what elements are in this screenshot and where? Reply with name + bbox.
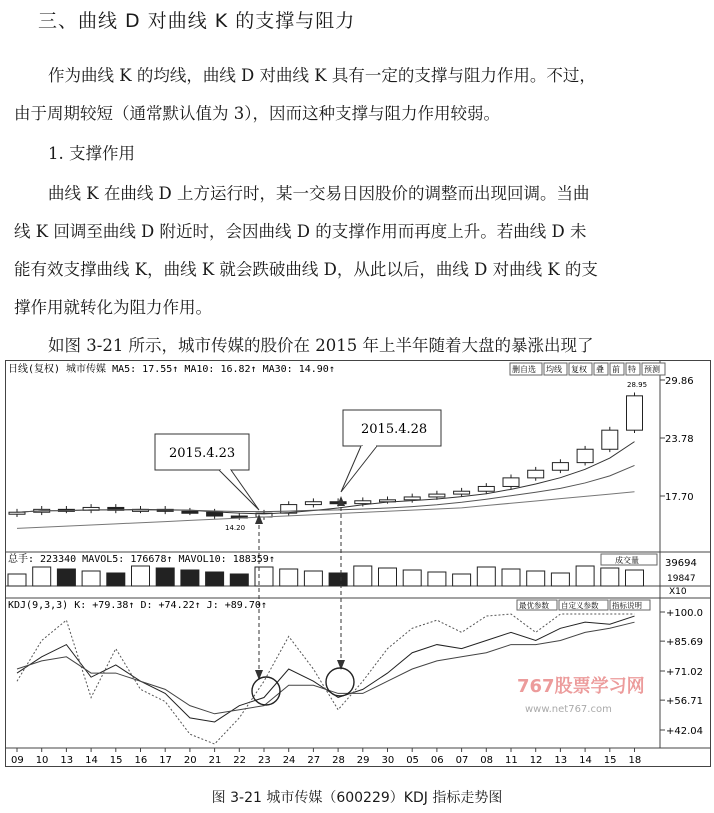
volume-bar-24	[601, 568, 619, 586]
figure-caption: 图 3-21 城市传媒（600229）KDJ 指标走势图	[211, 790, 503, 806]
toolbar-button-label-0: 删自选	[512, 365, 536, 374]
paragraph-1-line-2: 由于周期较短（通常默认值为 3），因而这种支撑与阻力作用较弱。	[14, 104, 500, 123]
price-header: 日线(复权) 城市传媒 MA5: 17.55↑ MA10: 16.82↑ MA30: 14.90↑	[8, 364, 335, 375]
x-tick-label-20: 11	[505, 755, 518, 766]
kdj-tick-label-2: +71.02	[666, 667, 704, 678]
toolbar-button-label-4: 前	[612, 365, 620, 374]
candle-body-16	[404, 497, 420, 500]
x-tick-label-0: 09	[11, 755, 24, 766]
x-tick-label-9: 22	[233, 755, 247, 766]
candle-body-12	[305, 502, 321, 505]
x-tick-label-2: 13	[60, 755, 74, 766]
kdj-tick-label-0: +100.0	[666, 608, 704, 619]
watermark-logo: 767股票学习网	[517, 676, 645, 697]
volume-bar-25	[626, 570, 644, 586]
candle-body-21	[528, 470, 544, 478]
volume-bar-3	[82, 571, 100, 586]
candle-body-22	[552, 463, 568, 471]
x-tick-label-7: 20	[183, 755, 197, 766]
x-tick-label-18: 07	[455, 755, 469, 766]
volume-bar-16	[403, 570, 421, 586]
x-tick-label-8: 21	[208, 755, 222, 766]
volume-bar-1	[33, 567, 51, 586]
candle-body-23	[577, 449, 593, 462]
x-tick-label-3: 14	[85, 755, 98, 766]
section-heading: 三、曲线 D 对曲线 K 的支撑与阻力	[38, 10, 356, 32]
x-tick-label-5: 16	[134, 755, 148, 766]
volume-bar-0	[8, 574, 26, 586]
volume-tick-1: 39694	[665, 558, 697, 569]
toolbar-button-label-1: 均线	[546, 365, 562, 374]
toolbar-button-label-2: 复权	[571, 365, 587, 374]
toolbar-buttons	[510, 363, 665, 375]
volume-bar-6	[156, 568, 174, 586]
x-tick-label-14: 29	[356, 755, 370, 766]
volume-tick-3: X10	[669, 587, 687, 597]
subheading-support: 1. 支撑作用	[48, 144, 135, 163]
volume-bar-20	[502, 569, 520, 586]
volume-bar-4	[107, 573, 125, 586]
paragraph-2-line-4: 撑作用就转化为阻力作用。	[14, 298, 212, 317]
x-tick-label-22: 13	[554, 755, 568, 766]
kdj-button-label-0: 最优参数	[519, 601, 549, 610]
volume-bar-5	[132, 566, 150, 586]
volume-header: 总手: 223340 MAVOL5: 176678↑ MAVOL10: 188359↑	[8, 554, 275, 565]
x-tick-label-11: 24	[282, 755, 296, 766]
volume-bar-17	[428, 572, 446, 586]
volume-bar-22	[551, 573, 569, 586]
toolbar-button-label-5: 特	[628, 365, 636, 374]
kdj-button-label-2: 指标说明	[612, 601, 642, 610]
candle-body-0	[9, 512, 25, 514]
kdj-button-label-1: 自定义参数	[561, 601, 599, 610]
volume-button: 成交量	[615, 556, 639, 565]
volume-bar-13	[329, 573, 347, 586]
candle-body-24	[602, 430, 618, 449]
volume-bar-12	[304, 571, 322, 586]
kdj-tick-label-1: +85.69	[666, 637, 704, 649]
volume-bar-10	[255, 567, 273, 586]
x-tick-label-4: 15	[109, 755, 123, 766]
x-tick-label-10: 23	[258, 755, 271, 766]
kdj-tick-label-3: +56.71	[666, 696, 704, 708]
volume-bar-11	[280, 569, 298, 586]
x-tick-label-23: 14	[579, 755, 592, 766]
candle-body-20	[503, 478, 519, 487]
x-tick-label-19: 08	[480, 755, 494, 766]
x-tick-label-24: 15	[603, 755, 617, 766]
paragraph-3-line-1: 如图 3-21 所示，城市传媒的股价在 2015 年上半年随着大盘的暴涨出现了	[48, 336, 594, 355]
x-tick-label-17: 06	[430, 755, 444, 766]
x-tick-label-1: 10	[35, 755, 49, 766]
x-tick-label-13: 28	[332, 755, 345, 766]
kdj-header: KDJ(9,3,3) K: +79.38↑ D: +74.22↑ J: +89.70↑	[8, 600, 267, 611]
volume-tick-2: 19847	[667, 574, 696, 584]
paragraph-2-line-3: 能有效支撑曲线 K，曲线 K 就会跌破曲线 D，从此以后，曲线 D 对曲线 K 的支	[14, 260, 598, 279]
candle-body-18	[454, 491, 470, 494]
toolbar-button-label-3: 叠	[596, 365, 604, 374]
volume-bar-15	[379, 568, 397, 586]
volume-bar-18	[453, 574, 471, 586]
volume-bar-7	[181, 570, 199, 586]
volume-bar-19	[477, 567, 495, 586]
price-tick-mid: 23.78	[665, 434, 694, 445]
toolbar-button-label-6: 预测	[644, 365, 660, 374]
watermark-url: www.net767.com	[525, 704, 612, 715]
x-tick-label-21: 12	[529, 755, 543, 766]
volume-bar-8	[206, 572, 224, 586]
high-price-label: 28.95	[627, 381, 648, 389]
x-tick-label-15: 30	[381, 755, 395, 766]
callout-2-text: 2015.4.28	[361, 422, 428, 437]
x-tick-label-16: 05	[406, 755, 419, 766]
candle-body-14	[355, 501, 371, 504]
paragraph-2-line-2: 线 K 回调至曲线 D 附近时，会因曲线 D 的支撑作用而再度上升。若曲线 D 未	[14, 222, 587, 241]
price-tick-high: 29.86	[665, 376, 694, 387]
kdj-chart	[5, 360, 711, 770]
kdj-tick-label-4: +42.04	[666, 726, 704, 737]
volume-bar-2	[57, 569, 75, 586]
kdj-buttons	[517, 600, 650, 610]
candle-body-19	[478, 486, 494, 491]
candle-body-7	[182, 511, 198, 513]
volume-bar-9	[230, 574, 248, 586]
x-tick-label-12: 27	[307, 755, 321, 766]
candle-body-17	[429, 494, 445, 497]
candle-body-25	[627, 396, 643, 430]
x-tick-label-6: 17	[159, 755, 172, 766]
paragraph-2-line-1: 曲线 K 在曲线 D 上方运行时，某一交易日因股价的调整而出现回调。当曲	[48, 184, 590, 203]
x-tick-label-25: 18	[628, 755, 642, 766]
price-tick-low: 17.70	[665, 492, 694, 503]
paragraph-1-line-1: 作为曲线 K 的均线，曲线 D 对曲线 K 具有一定的支撑与阻力作用。不过，	[48, 66, 596, 85]
volume-bar-14	[354, 566, 372, 586]
volume-bar-21	[527, 571, 545, 586]
low-price-label: 14.20	[225, 524, 246, 532]
candle-body-8	[207, 512, 223, 516]
callout-1-text: 2015.4.23	[169, 446, 236, 461]
volume-bar-23	[576, 566, 594, 586]
